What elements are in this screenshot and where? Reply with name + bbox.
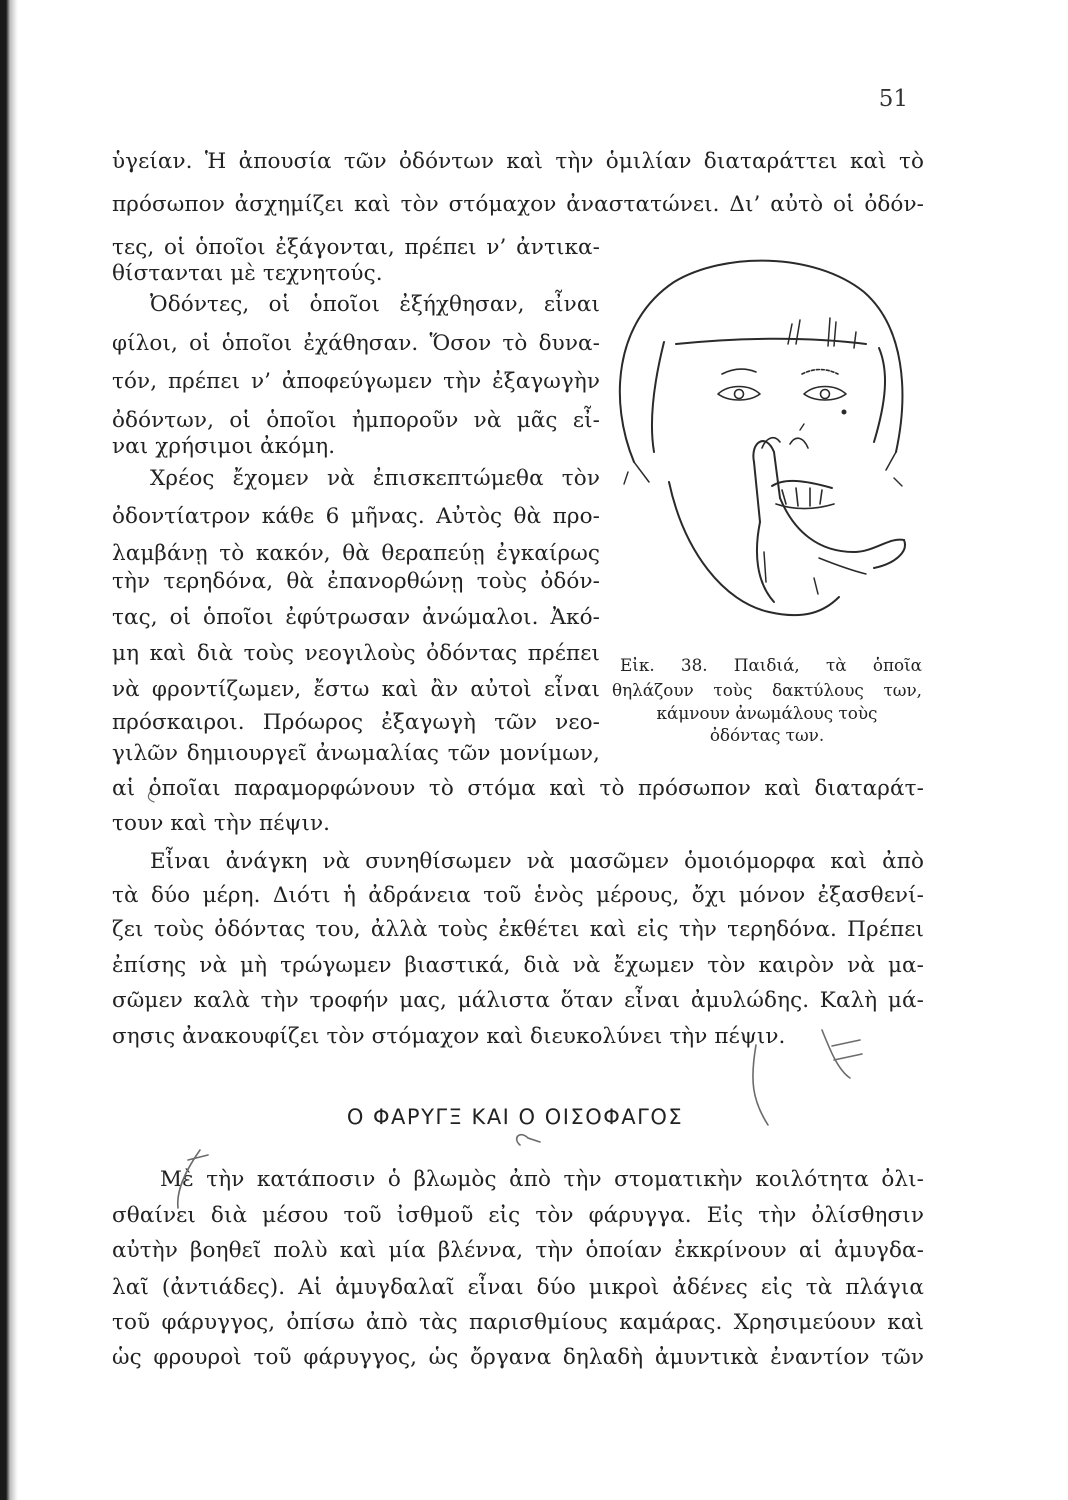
text-line: αὐτὴν βοηθεῖ πολὺ καὶ μία βλέννα, τὴν ὁποίαν ἐκκρίνουν αἱ ἀμυγδα- xyxy=(112,1238,924,1263)
text-line: σησις ἀνακουφίζει τὸν στόμαχον καὶ διευκολύνει τὴν πέψιν. xyxy=(112,1024,786,1049)
text-line: τουν καὶ τὴν πέψιν. xyxy=(112,811,331,836)
text-line: Εἶναι ἀνάγκη νὰ συνηθίσωμεν νὰ μασῶμεν ὁμοιόμορφα καὶ ἀπὸ xyxy=(150,849,924,874)
text-line: λαῖ (ἀντιάδες). Αἱ ἀμυγδαλαῖ εἶναι δύο μικροὶ ἀδένες εἰς τὰ πλάγια xyxy=(112,1275,924,1300)
text-line: σῶμεν καλὰ τὴν τροφήν μας, μάλιστα ὅταν εἶναι ἀμυλώδης. Καλὴ μά- xyxy=(112,988,924,1013)
text-line: ὀδόντων, οἱ ὁποῖοι ἠμποροῦν νὰ μᾶς εἶ- xyxy=(112,408,600,433)
text-line: τας, οἱ ὁποῖοι ἐφύτρωσαν ἀνώμαλοι. Ἀκό- xyxy=(112,605,600,630)
text-line: γιλῶν δημιουργεῖ ἀνωμαλίας τῶν μονίμων, xyxy=(112,741,600,766)
text-line: πρόσκαιροι. Πρόωρος ἐξαγωγὴ τῶν νεο- xyxy=(112,710,600,735)
text-line: φίλοι, οἱ ὁποῖοι ἐχάθησαν. Ὅσον τὸ δυνα- xyxy=(112,331,600,356)
text-line: τες, οἱ ὁποῖοι ἐξάγονται, πρέπει ν’ ἀντικα- xyxy=(112,235,600,260)
child-thumb-sucking-illustration xyxy=(604,252,922,644)
text-line: τοῦ φάρυγγος, ὀπίσω ἀπὸ τὰς παρισθμίους καμάρας. Χρησιμεύουν καὶ xyxy=(112,1310,924,1335)
figure-caption: ὀδόντας των. xyxy=(709,725,825,745)
text-line: ζει τοὺς ὀδόντας του, ἀλλὰ τοὺς ἐκθέτει καὶ εἰς τὴν τερηδόνα. Πρέπει xyxy=(112,917,924,942)
text-line: ναι χρήσιμοι ἀκόμη. xyxy=(112,434,336,459)
page-edge-shadow xyxy=(0,0,18,1500)
text-line: ὡς φρουροὶ τοῦ φάρυγγος, ὡς ὄργανα δηλαδὴ ἀμυντικὰ ἐναντίον τῶν xyxy=(112,1345,924,1370)
text-line: πρόσωπον ἀσχημίζει καὶ τὸν στόμαχον ἀναστατώνει. Δι’ αὐτὸ οἱ ὀδόν- xyxy=(112,192,924,217)
text-line: τόν, πρέπει ν’ ἀποφεύγωμεν τὴν ἐξαγωγὴν xyxy=(112,369,600,394)
text-line: αἱ ὁποῖαι παραμορφώνουν τὸ στόμα καὶ τὸ πρόσωπον καὶ διαταράτ- xyxy=(112,776,924,801)
text-line: νὰ φροντίζωμεν, ἔστω καὶ ἂν αὐτοὶ εἶναι xyxy=(112,677,600,702)
text-line: θίστανται μὲ τεχνητούς. xyxy=(112,261,383,286)
figure-caption: κάμνουν ἀνωμάλους τοὺς xyxy=(656,703,878,723)
text-line: Χρέος ἔχομεν νὰ ἐπισκεπτώμεθα τὸν xyxy=(150,466,600,491)
figure-caption: θηλάζουν τοὺς δακτύλους των, xyxy=(612,680,922,700)
text-line: σθαίνει διὰ μέσου τοῦ ἰσθμοῦ εἰς τὸν φάρυγγα. Εἰς τὴν ὀλίσθησιν xyxy=(112,1203,924,1228)
text-line: μη καὶ διὰ τοὺς νεογιλοὺς ὀδόντας πρέπει xyxy=(112,641,600,666)
page-number: 51 xyxy=(878,86,908,112)
text-line: Μὲ τὴν κατάποσιν ὁ βλωμὸς ἀπὸ τὴν στοματικὴν κοιλότητα ὀλι- xyxy=(160,1167,924,1192)
text-line: ὀδοντίατρον κάθε 6 μῆνας. Αὐτὸς θὰ προ- xyxy=(112,504,600,529)
text-line: τὰ δύο μέρη. Διότι ἡ ἀδράνεια τοῦ ἑνὸς μέρους, ὄχι μόνον ἐξασθενί- xyxy=(112,883,924,908)
text-line: τὴν τερηδόνα, θὰ ἐπανορθώνῃ τοὺς ὀδόν- xyxy=(112,569,600,594)
text-line: ὑγείαν. Ἡ ἀπουσία τῶν ὀδόντων καὶ τὴν ὁμιλίαν διαταράττει καὶ τὸ xyxy=(112,149,924,174)
section-heading: Ο ΦΑΡΥΓΞ ΚΑΙ Ο ΟΙΣΟΦΑΓΟΣ xyxy=(346,1105,684,1129)
text-line: Ὀδόντες, οἱ ὁποῖοι ἐξήχθησαν, εἶναι xyxy=(150,292,600,317)
text-line: ἐπίσης νὰ μὴ τρώγωμεν βιαστικά, διὰ νὰ ἔχωμεν τὸν καιρὸν νὰ μα- xyxy=(112,953,924,978)
figure-caption: Εἰκ. 38. Παιδιά, τὰ ὁποῖα xyxy=(620,655,922,675)
text-line: λαμβάνῃ τὸ κακόν, θὰ θεραπεύῃ ἐγκαίρως xyxy=(112,541,600,566)
